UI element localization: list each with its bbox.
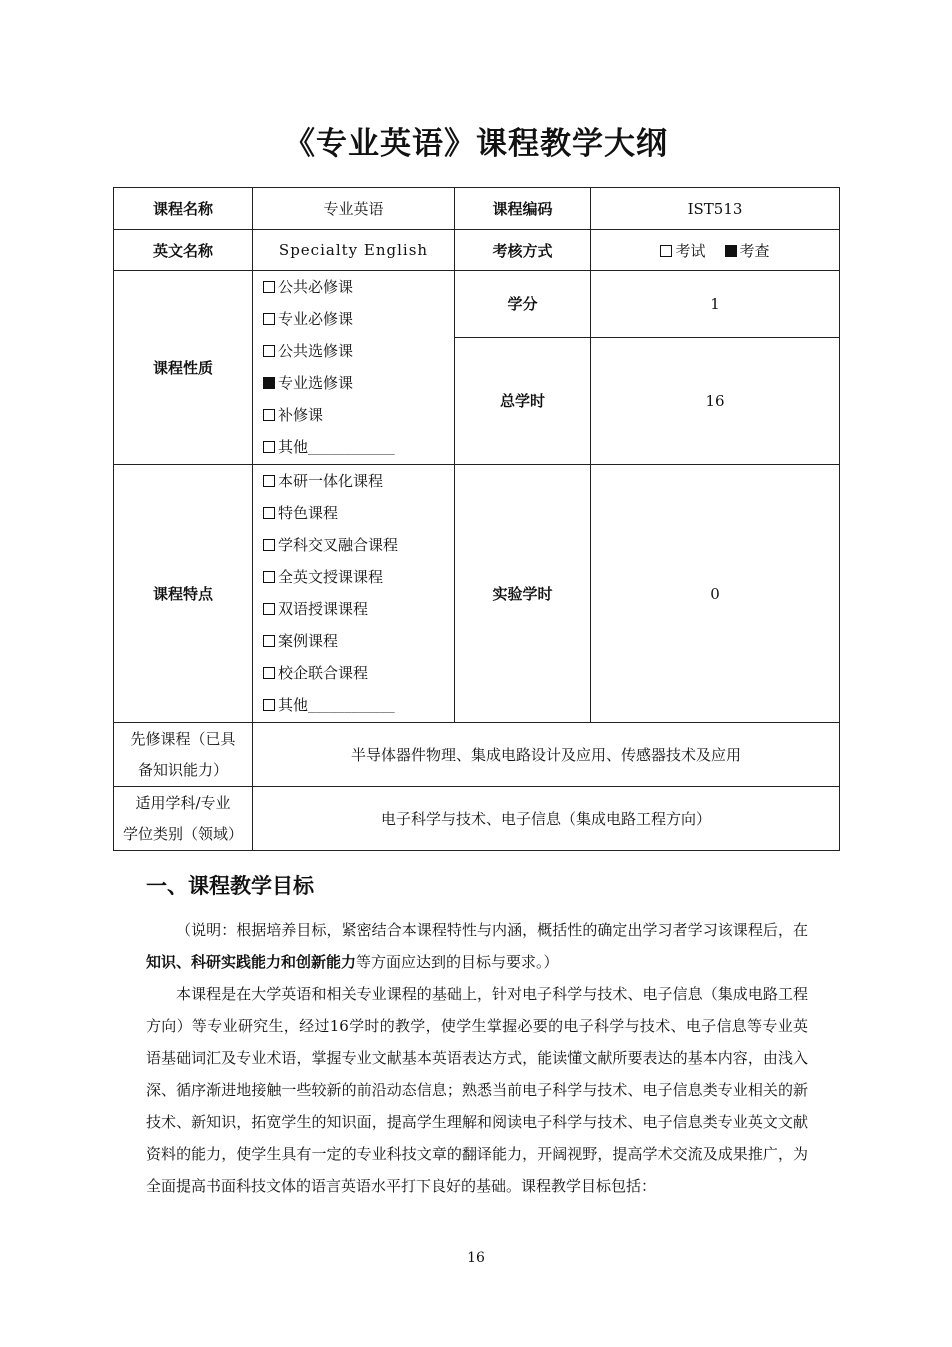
english-name-label: 英文名称 <box>114 230 253 271</box>
page-title: 《专业英语》课程教学大纲 <box>284 126 668 162</box>
checkbox-icon <box>263 507 275 519</box>
option-label: 双语授课课程 <box>278 600 369 618</box>
note-text-end: 等方面应达到的目标与要求。） <box>356 953 559 971</box>
option-label: 专业必修课 <box>278 310 354 328</box>
checkbox-icon <box>263 603 275 615</box>
english-name-value: Specialty English <box>253 230 455 271</box>
prerequisite-value: 半导体器件物理、集成电路设计及应用、传感器技术及应用 <box>253 723 840 787</box>
feature-option <box>263 657 454 689</box>
prerequisite-label <box>114 723 253 787</box>
option-label: 补修课 <box>278 406 324 424</box>
feature-option <box>263 497 454 529</box>
credit-label: 学分 <box>455 271 591 338</box>
note-bold-text: 知识、科研实践能力和创新能力 <box>146 953 357 971</box>
credit-value: 1 <box>591 271 840 338</box>
option-label: 其他 <box>278 438 309 456</box>
feature-option <box>263 689 454 722</box>
feature-option <box>263 593 454 625</box>
body-paragraph <box>146 978 808 1202</box>
course-features-label: 课程特点 <box>114 465 253 723</box>
option-label: 公共必修课 <box>278 278 354 296</box>
note-text: （说明：根据培养目标，紧密结合本课程特性与内涵，概括性的确定出学习者学习该课程后，在 <box>176 921 808 939</box>
assessment-options <box>591 230 840 271</box>
option-label: 全英文授课课程 <box>278 568 384 586</box>
course-name-value: 专业英语 <box>253 188 455 230</box>
nature-option <box>263 367 454 399</box>
feature-option <box>263 529 454 561</box>
checkbox-icon <box>263 313 275 325</box>
assessment-label: 考核方式 <box>455 230 591 271</box>
course-code-label: 课程编码 <box>455 188 591 230</box>
course-nature-label: 课程性质 <box>114 271 253 465</box>
course-code-value: IST513 <box>591 188 840 230</box>
option-label: 特色课程 <box>278 504 339 522</box>
option-label: 专业选修课 <box>278 374 354 392</box>
nature-option <box>263 271 454 303</box>
feature-option <box>263 465 454 497</box>
feature-option <box>263 561 454 593</box>
option-label: 案例课程 <box>278 632 339 650</box>
assessment-review-label: 考查 <box>739 241 770 260</box>
discipline-value: 电子科学与技术、电子信息（集成电路工程方向） <box>253 787 840 851</box>
checkbox-icon <box>263 409 275 421</box>
checkbox-icon <box>263 281 275 293</box>
course-name-label: 课程名称 <box>114 188 253 230</box>
course-nature-options <box>253 271 455 465</box>
checkbox-icon <box>263 571 275 583</box>
nature-option <box>263 335 454 367</box>
option-label: 其他 <box>278 696 309 714</box>
explanation-note <box>146 914 808 978</box>
assessment-exam-label: 考试 <box>675 241 706 260</box>
option-label: 公共选修课 <box>278 342 354 360</box>
checkbox-icon <box>263 699 275 711</box>
discipline-label-line1: 适用学科/专业 <box>135 793 231 812</box>
option-label: 本研一体化课程 <box>278 472 384 490</box>
page-number: 16 <box>467 1250 485 1266</box>
checkbox-checked-icon <box>263 377 275 389</box>
checkbox-icon <box>263 539 275 551</box>
total-hours-value: 16 <box>591 337 840 464</box>
nature-option <box>263 303 454 335</box>
course-features-options <box>253 465 455 723</box>
option-label: 校企联合课程 <box>278 664 369 682</box>
feature-option <box>263 625 454 657</box>
checkbox-icon <box>263 667 275 679</box>
fill-in-blank: ____________ <box>308 699 395 713</box>
lab-hours-value: 0 <box>591 465 840 723</box>
lab-hours-label: 实验学时 <box>455 465 591 723</box>
discipline-label <box>114 787 253 851</box>
option-label: 学科交叉融合课程 <box>278 536 399 554</box>
discipline-label-line2: 学位类别（领域） <box>122 824 243 843</box>
nature-option <box>263 399 454 431</box>
assessment-review-checkbox <box>725 245 737 257</box>
checkbox-icon <box>263 345 275 357</box>
total-hours-label: 总学时 <box>455 337 591 464</box>
nature-option <box>263 431 454 464</box>
course-info-table <box>113 187 840 851</box>
checkbox-icon <box>263 635 275 647</box>
fill-in-blank: ____________ <box>308 441 395 455</box>
checkbox-icon <box>263 441 275 453</box>
prerequisite-label-line2: 备知识能力） <box>137 760 228 779</box>
section-heading: 一、课程教学目标 <box>146 874 314 898</box>
prerequisite-label-line1: 先修课程（已具 <box>130 729 236 748</box>
body-text: 本课程是在大学英语和相关专业课程的基础上，针对电子科学与技术、电子信息（集成电路工程方向）等专业研究生，经过16学时的教学，使学生掌握必要的电子科学与技术、电子信息等专业英语基础词汇及专业术语，掌握专业文献基本英语表达方式，能读懂文献所要表达的基本内容，由浅入深、循序渐进地接触一些较新的前沿动态信息；熟悉当前电子科学与技术、电子信息类专业相关的新技术、新知识，拓宽学生的知识面，提高学生理解和阅读电子科学与技术、电子信息类专业英文文献资料的能力，使学生具有一定的专业科技文章的翻译能力，开阔视野，提高学术交流及成果推广，为全面提高书面科技文体的语言英语水平打下良好的基础。课程教学目标包括： <box>146 985 808 1195</box>
checkbox-icon <box>263 475 275 487</box>
assessment-exam-checkbox <box>660 245 672 257</box>
